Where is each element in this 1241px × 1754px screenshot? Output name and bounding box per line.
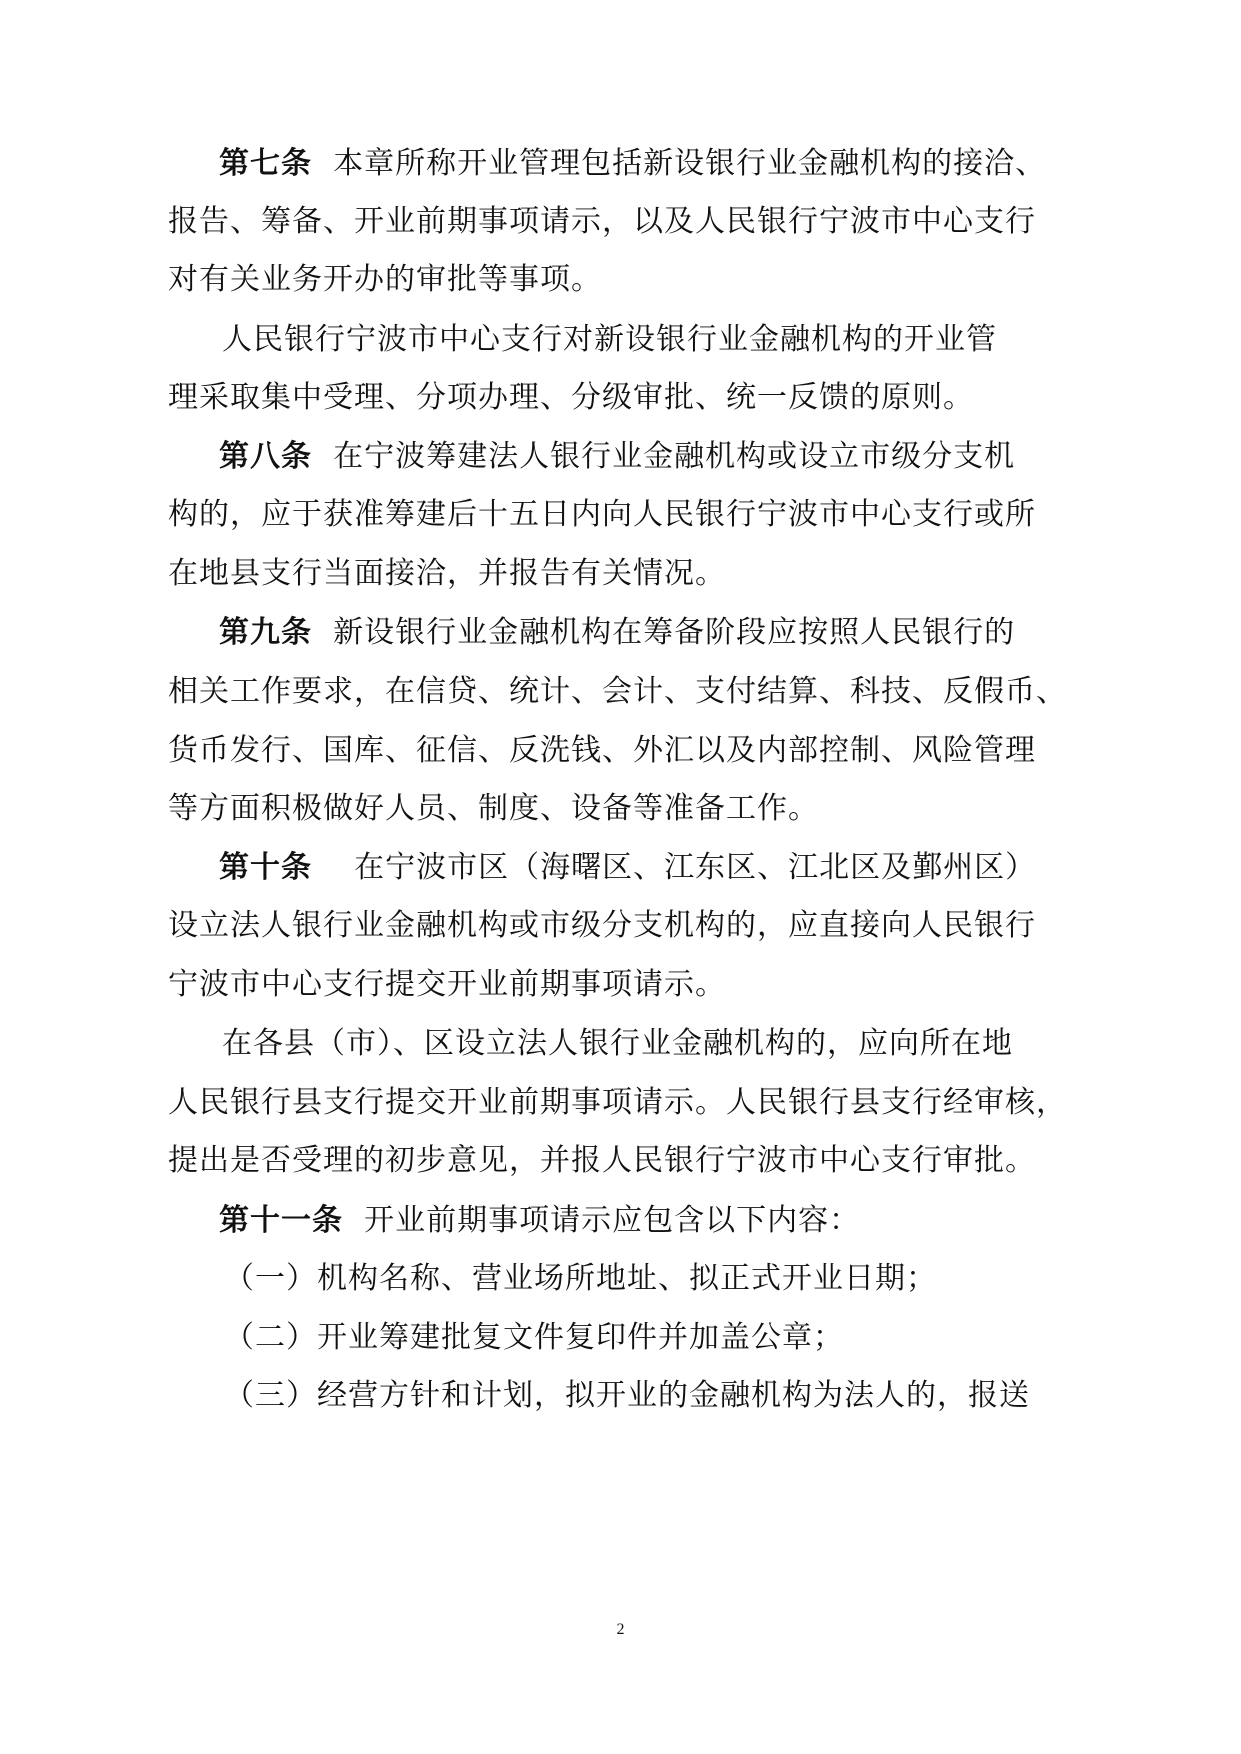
page-number: 2 [616, 1621, 625, 1638]
line-text: 新设银行业金融机构在筹备阶段应按照人民银行的 [333, 615, 1016, 650]
line-text: 本章所称开业管理包括新设银行业金融机构的接洽、 [333, 146, 1047, 181]
list-item: （三）经营方针和计划，拟开业的金融机构为法人的，报送 [224, 1378, 1030, 1413]
article-heading: 第十一条 [219, 1203, 343, 1238]
list-item: （二）开业筹建批复文件复印件并加盖公章； [224, 1320, 844, 1355]
text-line: 人民银行宁波市中心支行对新设银行业金融机构的开业管 [222, 322, 997, 357]
text-line: 人民银行县支行提交开业前期事项请示。人民银行县支行经审核， [168, 1085, 1067, 1120]
text-line: 在各县（市）、区设立法人银行业金融机构的，应向所在地 [222, 1026, 1013, 1061]
text-line [219, 437, 1015, 477]
article-heading: 第九条 [219, 615, 312, 650]
text-line: 在地县支行当面接洽，并报告有关情况。 [168, 556, 726, 591]
text-line [219, 1201, 860, 1241]
text-line: 等方面积极做好人员、制度、设备等准备工作。 [168, 791, 819, 826]
text-line [219, 848, 1036, 888]
text-line: 对有关业务开办的审批等事项。 [168, 262, 602, 297]
text-line [219, 144, 1046, 184]
line-text: 在宁波市区（海曙区、江东区、江北区及鄞州区） [354, 850, 1037, 885]
text-line [219, 613, 1015, 653]
text-line: 设立法人银行业金融机构或市级分支机构的，应直接向人民银行 [168, 908, 1036, 943]
article-heading: 第七条 [219, 146, 312, 181]
text-line: 宁波市中心支行提交开业前期事项请示。 [168, 967, 726, 1002]
list-item: （一）机构名称、营业场所地址、拟正式开业日期； [224, 1261, 937, 1296]
text-line: 相关工作要求，在信贷、统计、会计、支付结算、科技、反假币、 [168, 674, 1067, 709]
text-line: 报告、筹备、开业前期事项请示，以及人民银行宁波市中心支行 [168, 204, 1036, 239]
article-heading: 第十条 [219, 850, 312, 885]
line-text: 开业前期事项请示应包含以下内容： [364, 1203, 861, 1238]
text-line: 构的，应于获准筹建后十五日内向人民银行宁波市中心支行或所 [168, 497, 1036, 532]
article-heading: 第八条 [219, 439, 312, 474]
line-text: 在宁波筹建法人银行业金融机构或设立市级分支机 [333, 439, 1016, 474]
text-line: 货币发行、国库、征信、反洗钱、外汇以及内部控制、风险管理 [168, 733, 1036, 768]
text-line: 提出是否受理的初步意见，并报人民银行宁波市中心支行审批。 [168, 1143, 1036, 1178]
text-line: 理采取集中受理、分项办理、分级审批、统一反馈的原则。 [168, 380, 974, 415]
